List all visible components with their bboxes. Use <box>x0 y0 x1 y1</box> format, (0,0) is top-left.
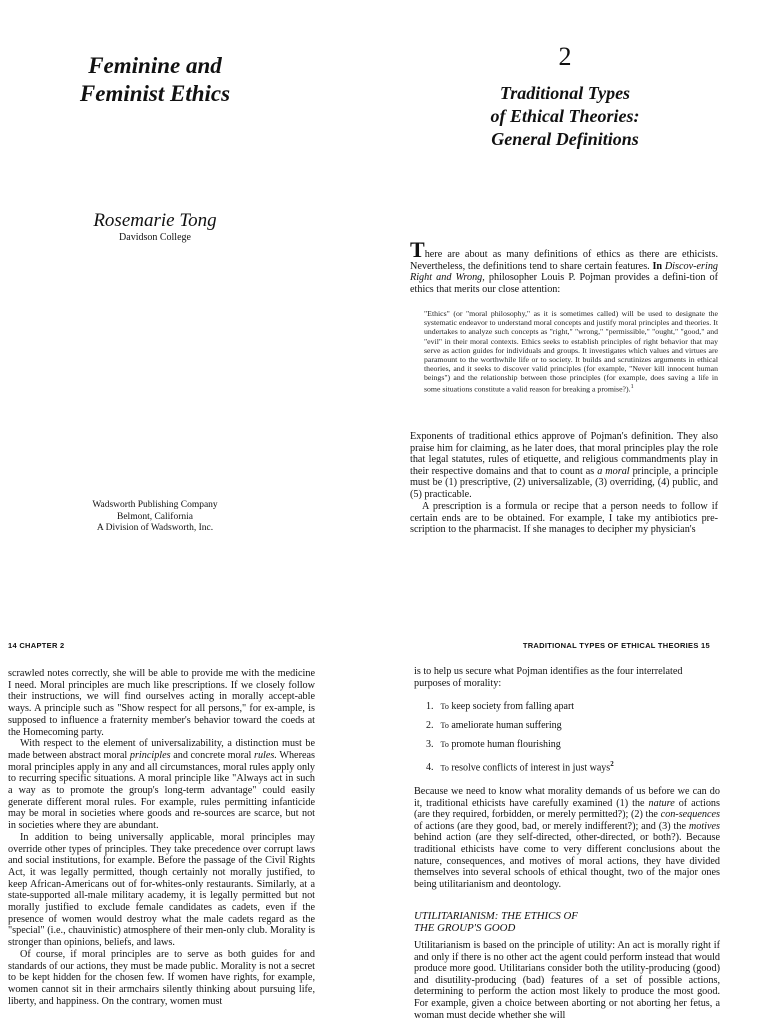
publisher-line: Wadsworth Publishing Company <box>92 500 218 510</box>
footnote-marker: 2 <box>610 760 614 768</box>
publisher-block <box>40 500 270 535</box>
paragraph-text: Exponents of traditional ethics approve of Pojman's definition. They also praise him for claiming, as he later does, that moral principles play the role that legal statutes, rules of etiquette, and religious commandments play in their respective domains and that to count as <box>410 431 718 477</box>
list-item <box>426 739 716 758</box>
utilitarianism-paragraph: Utilitarianism is based on the principle of utility: An act is morally right if and only if there is no other act the agent could perform instead that would produce more good. Utilitarians consider both the utility-producing (good) and disutility-producing (bad) features of a set of possible actions, determining to perform the action most likely to produce the most good. For example, given a choice between aborting or not aborting her fetus, a woman must decide whether she will <box>414 940 720 1021</box>
emphasis-text: con-sequences <box>660 809 720 821</box>
chapter-title-line: General Definitions <box>491 129 639 149</box>
emphasis-text: motives <box>688 820 720 832</box>
intro-text: here are about as many definitions of ethics as there are ethicists. Nevertheless, the definitions tend to share certain features. <box>410 249 718 272</box>
publisher-line: A Division of Wadsworth, Inc. <box>96 523 214 533</box>
running-head-left: 14 CHAPTER 2 <box>8 641 65 650</box>
list-text: resolve conflicts of interest in just ways <box>448 762 611 774</box>
emphasis-text: principles <box>129 749 171 761</box>
list-text: ameliorate human suffering <box>448 720 562 731</box>
prescription-paragraph: A prescription is a formula or recipe that a person needs to follow if certain ends are to be obtained. For example, I take my antibiotics pre-scription to the pharmacist. If she manages to decipher my physician's <box>410 501 718 536</box>
author-name: Rosemarie Tong <box>93 210 217 231</box>
chapter-title-line: Traditional Types <box>499 83 631 103</box>
intro-text: philosopher Louis P. Pojman provides a defini-tion of ethics that merits our close attention: <box>410 272 718 295</box>
page-14-body <box>8 668 315 1007</box>
list-number: 2. <box>426 720 434 731</box>
emphasis-text: nature <box>648 797 675 809</box>
purposes-list <box>426 701 716 779</box>
purposes-lead: is to help us secure what Pojman identifies as the four interrelated purposes of morality: <box>414 666 683 689</box>
paragraph-text: principle, a principle must be (1) prescriptive, (2) universalizable, (3) overriding, (4) public, and (5) practicable. <box>410 465 718 500</box>
traditional-ethicists-paragraph <box>414 786 720 890</box>
paragraph-text: Whereas moral principles apply in any and all circumstances, moral rules apply only to recurring specific situations. A moral principle like "Always act in such a way as to promote the group's long-term advantage" could easily generate different moral rules. For example, rules permitting infanticide may be moral in societies where goods and re-sources are scarce, but not in societies where they are abundant. <box>8 749 315 832</box>
paragraph: Of course, if moral principles are to serve as both guides for and standards of our actions, they must be made public. Morality is not a secret to be kept hidden for the chosen few. If women have rights, for example, women cannot sit in their armchairs silently thinking about pursuing life, liberty, and happiness. On the contrary, women must <box>8 948 315 1007</box>
chapter-title-line: of Ethical Theories: <box>490 106 640 126</box>
paragraph-text: behind action (are they self-directed, other-directed, or both?). Because traditional ethicists have come to very different conclusions about the nature, consequences, and motives of moral actions, they have divided themselves into several schools of ethical thought, two of the major ones being utilitarianism and deontology. <box>414 832 720 890</box>
list-to: To <box>440 763 449 773</box>
publisher-line: Belmont, California <box>117 511 193 522</box>
paragraph-text: of actions (are they good, bad, or merely indifferent?); and (3) the <box>414 820 689 832</box>
author-affiliation: Davidson College <box>119 232 191 243</box>
list-number: 4. <box>426 762 434 774</box>
running-head-right: TRADITIONAL TYPES OF ETHICAL THEORIES 15 <box>522 641 710 650</box>
list-item <box>426 701 716 720</box>
list-text: keep society from falling apart <box>448 701 575 712</box>
book-reference: Discov-ering Right and Wrong, <box>410 260 719 284</box>
list-text: promote human flourishing <box>448 739 561 750</box>
list-number: 1. <box>426 701 434 712</box>
paragraph-text: With respect to the element of universalizability, a distinction must be made between abstract moral <box>8 738 315 761</box>
section-heading-line: THE GROUP'S GOOD <box>414 922 516 934</box>
list-to: To <box>440 702 449 711</box>
list-number: 3. <box>426 739 434 750</box>
quote-text: "Ethics" (or "moral philosophy," as it is sometimes called) will be used to designate the systematic endeavor to understand moral concepts and justify moral principles and theories. It undertakes to analyze such concepts as "right," "wrong," "permissible," "ought," "good," and "evil" in their moral contexts. Ethics seeks to establish principles of right behavior that may serve as action guides for individuals and groups. It investigates which values and virtues are paramount to the worthwhile life or to society. It builds and scrutinizes arguments in ethical theories, and it seeks to discover valid principles (for example, "Never kill innocent human beings") and the relationship between those principles (for example, does saving a life in some situations constitute a valid reason for breaking a promise?). <box>424 309 718 394</box>
chapter-title <box>420 82 710 151</box>
paragraph: In addition to being universally applicable, moral principles may override other types of principles. They take precedence over corrupt laws and social institutions, for example. Before the passage of the Civil Rights Act, it was legally permitted, though certainly not morally justified, to keep African-Americans out of for-whites-only restaurants. Similarly, at a state-supported all-male military academy, it is legally permitted but not morally justified to exclude female candidates as cadets, even if the presence of women would destroy what the male cadets regard as the "special" (i.e., chauvinistic) atmosphere of their men-only club. Morality is stronger than opinions, beliefs, and laws. <box>8 831 315 949</box>
emphasis-text: rules. <box>254 749 277 761</box>
list-item <box>426 760 716 779</box>
pojman-quote <box>424 309 718 393</box>
emphasis-text: a moral <box>597 465 630 477</box>
book-title-line: Feminine and <box>88 53 222 78</box>
section-heading <box>414 910 714 934</box>
paragraph-text: Because we need to know what morality demands of us before we can do it, traditional ethicists have carefully examined (1) the <box>414 786 720 809</box>
list-to: To <box>440 721 449 730</box>
drop-cap: T <box>410 237 425 262</box>
exponents-paragraph <box>410 431 718 501</box>
paragraph-text: of actions (are they required, forbidden, or merely permitted?); (2) the <box>414 797 720 821</box>
list-item <box>426 720 716 739</box>
book-title <box>40 52 270 108</box>
paragraph: scrawled notes correctly, she will be able to provide me with the medicine I need. Moral principles are much like prescriptions. If we closely follow their instructions, we will find ourselves acting in morally accept-able ways. A principle such as "Show respect for all persons," for ex-ample, is supposed to influence a fraternity member's behavior toward the coeds at the Homecoming party. <box>8 668 315 738</box>
intro-in: In <box>652 260 663 272</box>
list-to: To <box>440 740 449 749</box>
section-heading-line: UTILITARIANISM: THE ETHICS OF <box>414 910 578 922</box>
footnote-marker: 1 <box>630 383 634 390</box>
paragraph <box>8 738 315 832</box>
book-title-line: Feminist Ethics <box>79 81 231 106</box>
paragraph-text: and concrete moral <box>170 749 254 761</box>
chapter-intro-paragraph <box>410 237 719 295</box>
chapter-number: 2 <box>558 42 572 71</box>
